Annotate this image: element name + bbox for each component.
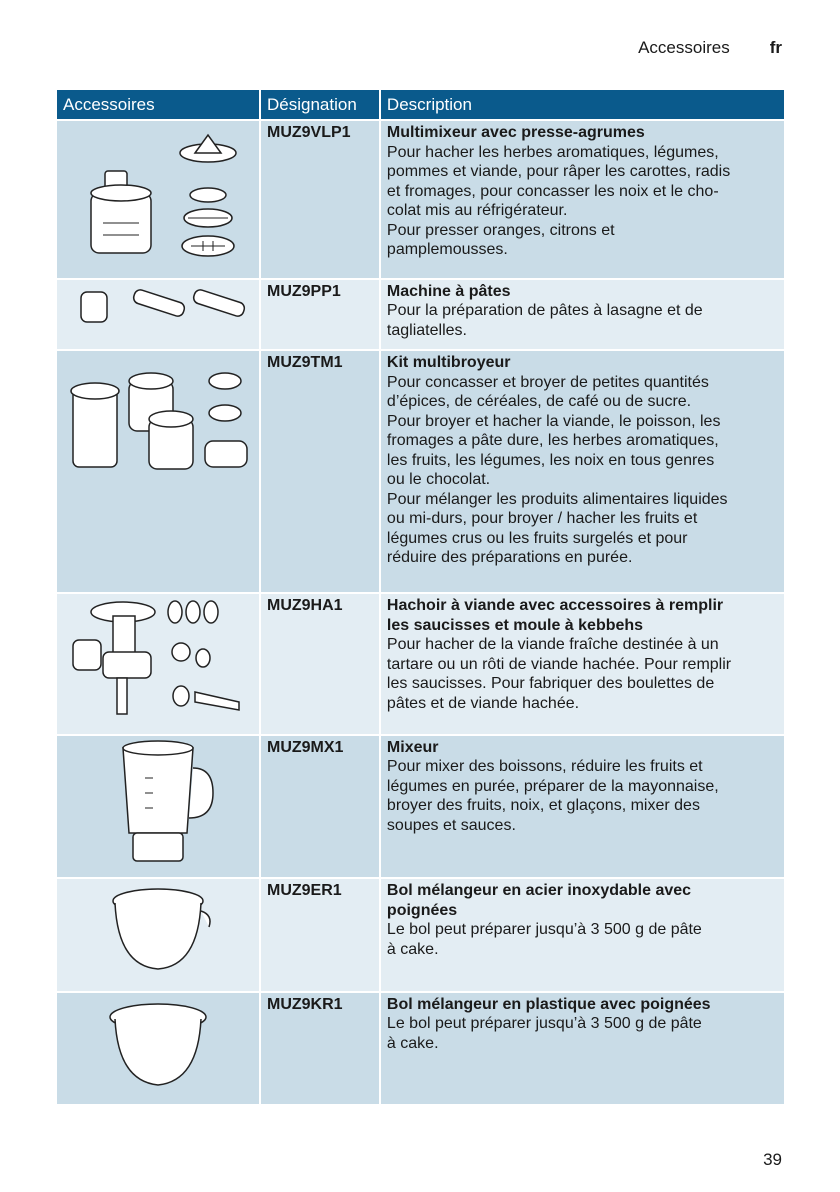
table-row [57, 734, 784, 878]
description-title: Hachoir à viande avec accessoires à remplir [386, 597, 724, 614]
description-title: Bol mélangeur en acier inoxydable avec [386, 882, 692, 899]
description-line: réduire des préparations en purée. [386, 549, 633, 566]
description-title: Multimixeur avec presse-agrumes [386, 124, 645, 141]
description-line: pommes et viande, pour râper les carottes, radis [386, 163, 731, 180]
table-row [57, 991, 784, 1105]
description-line: Pour concasser et broyer de petites quantités [386, 373, 709, 391]
page-header [638, 38, 782, 58]
description-line: Pour mélanger les produits alimentaires liquides [386, 490, 728, 508]
description-line: légumes en purée, préparer de la mayonnaise, [386, 777, 719, 795]
description-title: Machine à pâtes [386, 282, 511, 300]
multimixer-citrus-press-icon [63, 123, 253, 268]
accessory-image-cell [57, 278, 261, 350]
header-description: Description [381, 90, 784, 119]
description-line: pâtes et de viande hachée. [386, 694, 580, 712]
pasta-maker-icon [63, 282, 253, 340]
description-line: Pour broyer et hacher la viande, le poisson, les [386, 412, 721, 430]
accessory-image-cell [57, 592, 261, 734]
accessory-image-cell [57, 877, 261, 991]
language-code: fr [769, 38, 782, 57]
description-line: fromages a pâte dure, les herbes aromatiques, [386, 432, 719, 449]
page-number: 39 [763, 1150, 782, 1169]
accessory-image-cell [57, 991, 261, 1105]
designation-code: MUZ9TM1 [261, 349, 381, 592]
designation-code: MUZ9PP1 [261, 278, 381, 350]
description-line: tartare ou un rôti de viande hachée. Pour remplir [386, 655, 732, 673]
description-title: poignées [386, 901, 458, 919]
description-cell [381, 119, 784, 278]
description-title: Kit multibroyeur [386, 354, 511, 371]
description-line: et fromages, pour concasser les noix et le cho- [386, 182, 719, 200]
accessory-image-cell [57, 734, 261, 878]
description-cell [381, 877, 784, 991]
table-row [57, 278, 784, 350]
table-row [57, 877, 784, 991]
section-title: Accessoires [638, 38, 730, 57]
description-cell [381, 734, 784, 878]
plastic-mixing-bowl-icon [63, 995, 253, 1095]
description-cell [381, 991, 784, 1105]
description-line: Le bol peut préparer jusqu’à 3 500 g de pâte [386, 1015, 702, 1032]
description-title: Mixeur [386, 738, 439, 756]
header-accessoires: Accessoires [57, 90, 261, 119]
description-line: légumes crus ou les fruits surgelés et pour [386, 529, 688, 547]
multi-grinder-kit-icon [63, 353, 253, 478]
description-line: Pour la préparation de pâtes à lasagne et de [386, 302, 703, 319]
description-cell [381, 349, 784, 592]
description-line: soupes et sauces. [386, 816, 516, 834]
header-designation: Désignation [261, 90, 381, 119]
description-line: à cake. [386, 940, 439, 958]
designation-code: MUZ9KR1 [261, 991, 381, 1105]
description-line: ou mi-durs, pour broyer / hacher les fruits et [386, 510, 698, 527]
steel-mixing-bowl-icon [63, 881, 253, 981]
designation-code: MUZ9HA1 [261, 592, 381, 734]
designation-code: MUZ9VLP1 [261, 119, 381, 278]
description-line: Pour mixer des boissons, réduire les fruits et [386, 758, 703, 775]
description-line: broyer des fruits, noix, et glaçons, mixer des [386, 797, 700, 814]
accessory-image-cell [57, 119, 261, 278]
description-title: Bol mélangeur en plastique avec poignées [386, 995, 711, 1013]
description-line: les saucisses. Pour fabriquer des boulettes de [386, 675, 715, 692]
description-line: Pour hacher les herbes aromatiques, légumes, [386, 143, 719, 161]
meat-grinder-icon [63, 596, 253, 724]
description-cell [381, 278, 784, 350]
description-line: ou le chocolat. [386, 471, 491, 488]
description-line: Pour hacher de la viande fraîche destinée à un [386, 636, 719, 653]
description-cell [381, 592, 784, 734]
description-line: les fruits, les légumes, les noix en tous genres [386, 451, 715, 469]
table-header-row [57, 90, 784, 119]
blender-icon [63, 738, 253, 868]
description-title: les saucisses et moule à kebbehs [386, 616, 644, 634]
description-line: pamplemousses. [386, 241, 508, 258]
description-line: tagliatelles. [386, 321, 467, 339]
designation-code: MUZ9ER1 [261, 877, 381, 991]
table-row [57, 592, 784, 734]
description-line: Le bol peut préparer jusqu’à 3 500 g de pâte [386, 921, 702, 938]
table-row [57, 119, 784, 278]
description-line: à cake. [386, 1034, 439, 1052]
description-line: d’épices, de céréales, de café ou de sucre. [386, 393, 692, 410]
accessories-table [57, 90, 784, 1104]
table-row [57, 349, 784, 592]
description-line: Pour presser oranges, citrons et [386, 221, 615, 239]
accessory-image-cell [57, 349, 261, 592]
description-line: colat mis au réfrigérateur. [386, 202, 568, 219]
designation-code: MUZ9MX1 [261, 734, 381, 878]
